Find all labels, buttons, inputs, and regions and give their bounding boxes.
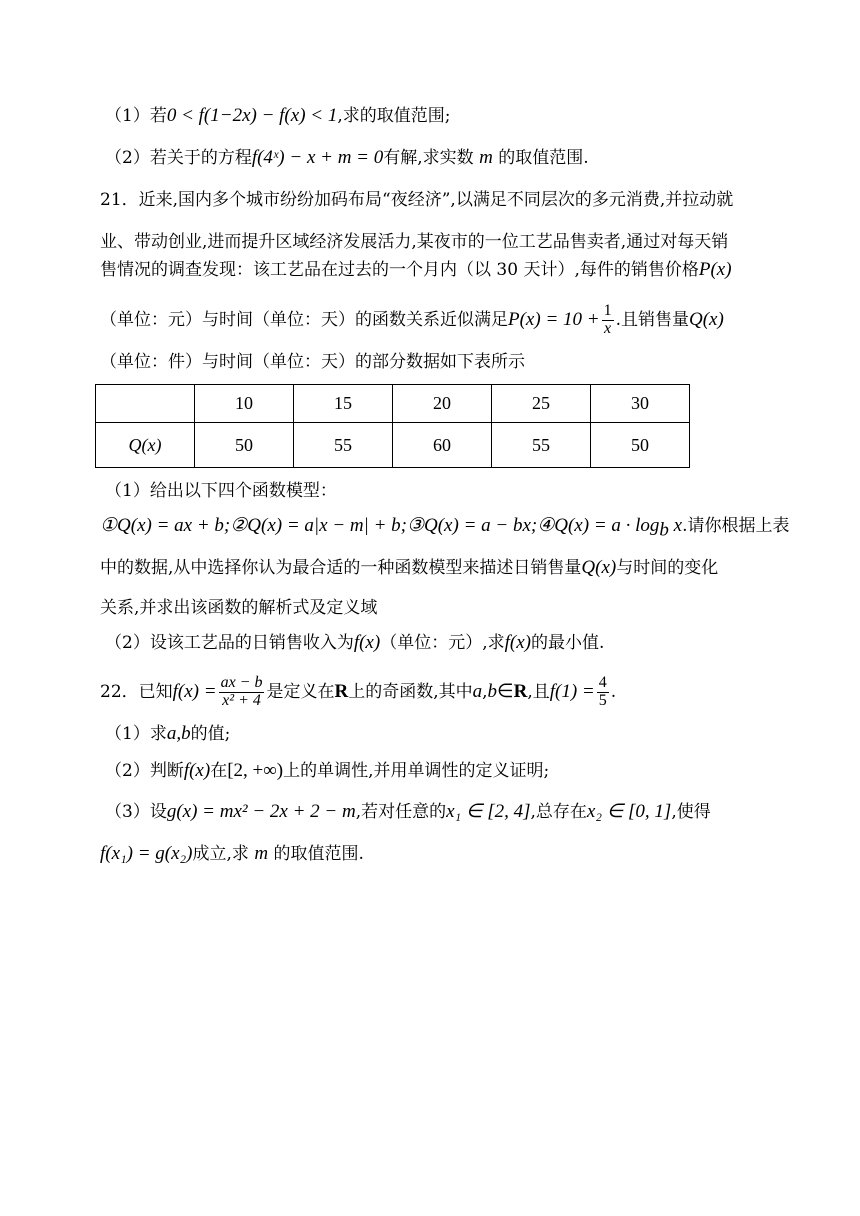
table-row: Q(x) 50 55 60 55 50 [96,423,690,468]
q20-part1-inequality: 0 < f(1−2x) − f(x) < 1 [166,105,338,126]
q21-domain-line: 关系,并求出该函数的解析式及定义域 [100,598,378,618]
q22-f1-fraction: $\frac{4}{5}$ [598,674,607,709]
table-row: 10 15 20 25 30 [96,385,690,423]
q21-line5: （单位：件）与时间（单位：天）的部分数据如下表所示 [100,352,525,372]
q22-part3: （3）设g(x) = mx² − 2x + 2 − m,若对任意的x₁ ∈ [2, 4],总存在x₂ ∈ [0, 1],使得 [105,801,711,822]
q22-part2: （2）判断f(x)在[2, +∞)上的单调性,并用单调性的定义证明; [105,760,550,781]
q22-main-fraction: $\frac{ax - b}{\text{x² + 4}}$ [220,674,263,709]
q21-part1-label: （1）给出以下四个函数模型： [105,481,337,501]
q21-line1: 21．近来,国内多个城市纷纷加码布局“夜经济”,以满足不同层次的多元消费,并拉动就 [100,190,734,210]
q21-part2: （2）设该工艺品的日销售收入为f(x)（单位：元）,求f(x)的最小值. [105,632,605,653]
q21-choose-line: 中的数据,从中选择你认为最合适的一种函数模型来描述日销售量Q(x)与时间的变化 [100,557,719,578]
q21-line2: 业、带动创业,进而提升区域经济发展活力,某夜市的一位工艺品售卖者,通过对每天销 [100,232,729,252]
q21-line4: （单位：元）与时间（单位：天）的函数关系近似满足P(x) = 10 + $\frac{1}{x}$ .且销售量Q(x) [100,302,724,337]
q20-part2-equation: f(4ˣ) − x + m = 0 [251,147,384,168]
q21-data-table [95,384,690,468]
fraction-1-over-x: $\frac{1}{x}$ [603,302,612,337]
q22-stem: 22．已知f(x) = $\frac{ax - b}{\text{x² + 4}}$ 是定义在R上的奇函数,其中a,b∈R,且f(1) = $\frac{4}{5}$ . [100,674,617,709]
q21-models-line: ①Q(x) = ax + b;②Q(x) = a|x − m| + b;③Q(x) = a − bx;④Q(x) = $a \cdot \log_b x$.请你根据上表 [100,515,790,541]
q20-part2: （2）若关于的方程f(4ˣ) − x + m = 0有解,求实数 m 的取值范围. [105,147,589,168]
q22-part3-line2: f(x₁) = g(x₂)成立,求 m 的取值范围. [100,843,364,864]
q22-part1: （1）求a,b的值; [105,723,231,744]
q21-line3: 售情况的调查发现：该工艺品在过去的一个月内（以 30 天计）,每件的销售价格P(x) [100,259,732,280]
q20-part1: （1）若0 < f(1−2x) − f(x) < 1,求的取值范围; [105,105,451,126]
